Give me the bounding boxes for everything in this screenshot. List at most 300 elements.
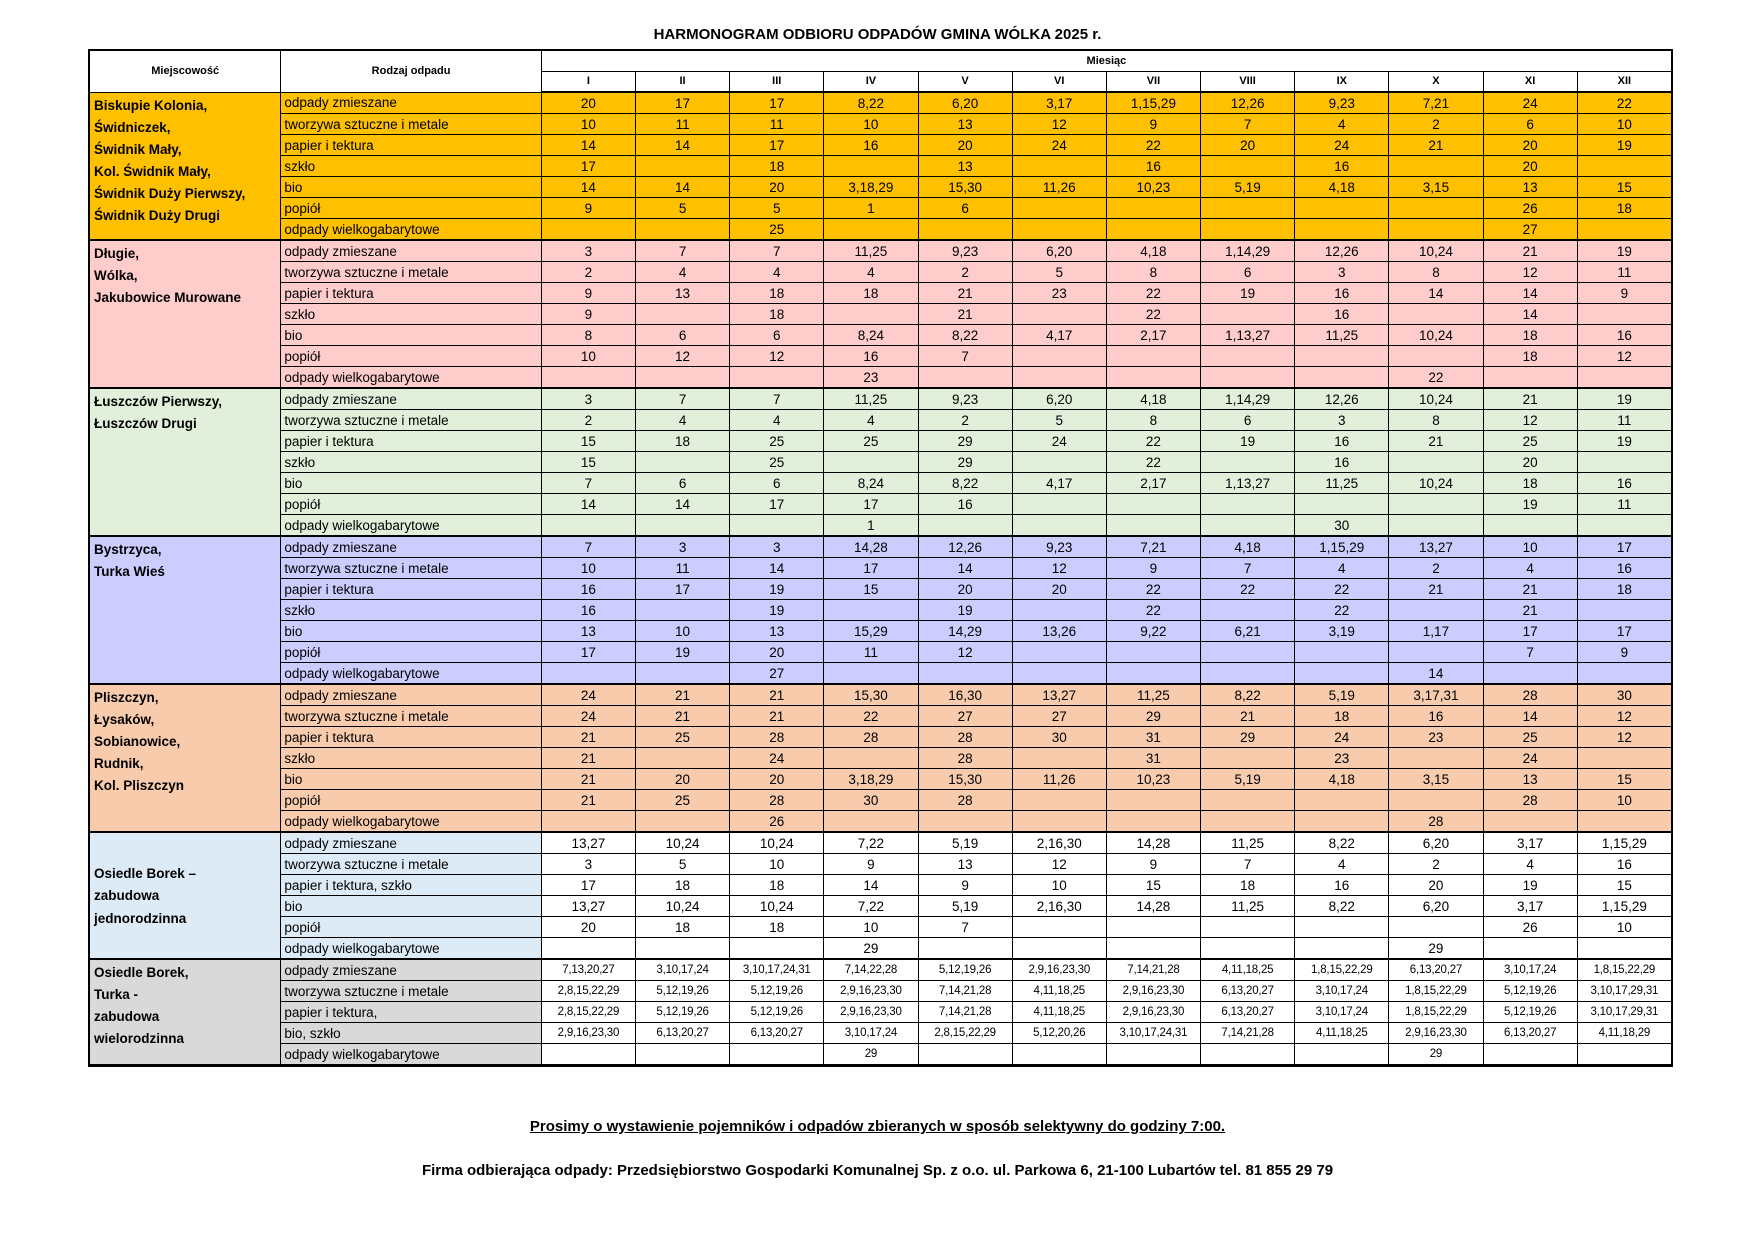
date-cell: 5,19 — [918, 832, 1012, 854]
date-cell: 16 — [1295, 283, 1389, 304]
date-cell: 2 — [1389, 114, 1483, 135]
date-cell: 18 — [824, 283, 918, 304]
date-cell: 2 — [541, 410, 635, 431]
table-row — [90, 642, 1672, 663]
table-row — [90, 875, 1672, 896]
date-cell: 21 — [1483, 240, 1577, 262]
date-cell: 21 — [541, 769, 635, 790]
date-cell: 20 — [918, 135, 1012, 156]
date-cell: 10 — [730, 854, 824, 875]
date-cell: 27 — [918, 706, 1012, 727]
date-cell: 19 — [918, 600, 1012, 621]
date-cell: 5,19 — [1295, 684, 1389, 706]
date-cell — [1201, 304, 1295, 325]
date-cell: 11 — [1577, 494, 1671, 515]
date-cell — [1389, 917, 1483, 938]
date-cell — [824, 219, 918, 241]
locality-name: Świdnik Mały, — [94, 141, 182, 157]
date-cell — [918, 367, 1012, 389]
date-cell — [824, 748, 918, 769]
date-cell: 18 — [730, 283, 824, 304]
locality-name: Kol. Świdnik Mały, — [94, 163, 211, 179]
date-cell: 20 — [918, 579, 1012, 600]
date-cell: 14,28 — [824, 536, 918, 558]
date-cell: 13,27 — [1389, 536, 1483, 558]
table-row — [90, 811, 1672, 833]
date-cell: 16 — [824, 135, 918, 156]
date-cell: 2,9,16,23,30 — [1106, 981, 1200, 1002]
date-cell: 8,24 — [824, 325, 918, 346]
date-cell: 12 — [730, 346, 824, 367]
date-cell: 1,14,29 — [1201, 388, 1295, 410]
table-row — [90, 600, 1672, 621]
date-cell: 6,20 — [1012, 388, 1106, 410]
waste-type-cell: popiół — [281, 494, 541, 515]
date-cell: 22 — [1295, 600, 1389, 621]
date-cell: 17 — [1577, 621, 1671, 642]
waste-type-cell: odpady zmieszane — [281, 684, 541, 706]
date-cell — [1012, 367, 1106, 389]
date-cell: 7 — [1201, 558, 1295, 579]
date-cell: 9 — [1577, 642, 1671, 663]
waste-type-cell: tworzywa sztuczne i metale — [281, 558, 541, 579]
date-cell: 5,12,19,26 — [635, 981, 729, 1002]
date-cell: 1,15,29 — [1295, 536, 1389, 558]
date-cell: 9,23 — [918, 388, 1012, 410]
date-cell: 13 — [730, 621, 824, 642]
date-cell: 7 — [918, 917, 1012, 938]
date-cell: 12 — [1483, 410, 1577, 431]
date-cell — [918, 515, 1012, 537]
date-cell — [1577, 219, 1671, 241]
month-I: I — [541, 72, 635, 93]
date-cell: 2 — [918, 262, 1012, 283]
date-cell: 4,11,18,25 — [1295, 1023, 1389, 1044]
date-cell — [918, 1044, 1012, 1066]
date-cell: 4 — [730, 410, 824, 431]
date-cell: 18 — [1483, 473, 1577, 494]
date-cell: 14 — [541, 177, 635, 198]
date-cell: 14 — [918, 558, 1012, 579]
table-row — [90, 114, 1672, 135]
locality-cell — [90, 240, 281, 388]
date-cell: 6,13,20,27 — [635, 1023, 729, 1044]
table-row — [90, 156, 1672, 177]
date-cell: 10 — [541, 114, 635, 135]
date-cell: 9 — [1106, 854, 1200, 875]
date-cell: 14 — [824, 875, 918, 896]
date-cell: 20 — [1012, 579, 1106, 600]
date-cell: 14 — [635, 135, 729, 156]
table-row — [90, 452, 1672, 473]
date-cell: 21 — [1389, 579, 1483, 600]
date-cell: 14 — [1483, 283, 1577, 304]
table-row — [90, 515, 1672, 537]
locality-name: Świdniczek, — [94, 119, 171, 135]
date-cell: 18 — [1483, 346, 1577, 367]
date-cell: 4,18 — [1106, 240, 1200, 262]
date-cell: 25 — [824, 431, 918, 452]
date-cell — [541, 515, 635, 537]
date-cell: 4,11,18,29 — [1577, 1023, 1671, 1044]
date-cell: 9 — [541, 198, 635, 219]
waste-type-cell: papier i tektura, szkło — [281, 875, 541, 896]
date-cell: 21 — [541, 748, 635, 769]
date-cell: 23 — [1295, 748, 1389, 769]
date-cell: 24 — [730, 748, 824, 769]
date-cell: 22 — [1106, 431, 1200, 452]
date-cell: 3 — [1295, 262, 1389, 283]
date-cell — [1577, 748, 1671, 769]
date-cell: 17 — [824, 494, 918, 515]
date-cell: 20 — [1483, 452, 1577, 473]
date-cell: 18 — [1577, 198, 1671, 219]
date-cell — [635, 304, 729, 325]
waste-type-cell: bio — [281, 325, 541, 346]
date-cell: 6 — [635, 325, 729, 346]
date-cell: 12 — [1577, 727, 1671, 748]
date-cell: 20 — [730, 769, 824, 790]
date-cell — [1012, 811, 1106, 833]
date-cell: 1,17 — [1389, 621, 1483, 642]
date-cell: 5 — [1012, 262, 1106, 283]
date-cell — [541, 219, 635, 241]
date-cell — [1483, 811, 1577, 833]
date-cell: 7 — [918, 346, 1012, 367]
date-cell: 6,13,20,27 — [1389, 959, 1483, 981]
date-cell — [1389, 304, 1483, 325]
date-cell: 19 — [1577, 135, 1671, 156]
date-cell: 13 — [1483, 769, 1577, 790]
date-cell — [1106, 515, 1200, 537]
date-cell — [1389, 600, 1483, 621]
date-cell — [824, 156, 918, 177]
date-cell: 7 — [1201, 854, 1295, 875]
table-row — [90, 769, 1672, 790]
date-cell: 18 — [730, 304, 824, 325]
date-cell — [1577, 452, 1671, 473]
table-row — [90, 388, 1672, 410]
month-V: V — [918, 72, 1012, 93]
waste-type-cell: odpady wielkogabarytowe — [281, 938, 541, 960]
date-cell — [1106, 346, 1200, 367]
locality-name: Turka - — [94, 987, 139, 1003]
date-cell: 11 — [635, 558, 729, 579]
table-row — [90, 262, 1672, 283]
date-cell: 18 — [635, 917, 729, 938]
waste-type-cell: popiół — [281, 790, 541, 811]
date-cell — [1201, 917, 1295, 938]
date-cell — [1106, 1044, 1200, 1066]
date-cell: 17 — [541, 875, 635, 896]
date-cell — [1106, 219, 1200, 241]
waste-type-cell: papier i tektura — [281, 727, 541, 748]
date-cell: 5,12,20,26 — [1012, 1023, 1106, 1044]
date-cell: 7,14,21,28 — [918, 981, 1012, 1002]
waste-type-cell: odpady wielkogabarytowe — [281, 219, 541, 241]
date-cell: 13 — [918, 156, 1012, 177]
date-cell — [824, 811, 918, 833]
locality-name: Łuszczów Pierwszy, — [94, 394, 223, 409]
date-cell: 8,22 — [918, 325, 1012, 346]
date-cell: 10 — [1012, 875, 1106, 896]
date-cell: 12 — [1577, 346, 1671, 367]
date-cell — [635, 600, 729, 621]
date-cell: 5,12,19,26 — [1483, 981, 1577, 1002]
date-cell: 30 — [1577, 684, 1671, 706]
date-cell: 15 — [1577, 769, 1671, 790]
table-row — [90, 367, 1672, 389]
date-cell — [1201, 938, 1295, 960]
date-cell: 21 — [1483, 579, 1577, 600]
date-cell — [1295, 346, 1389, 367]
date-cell: 7 — [635, 240, 729, 262]
waste-type-cell: odpady zmieszane — [281, 240, 541, 262]
locality-cell — [90, 92, 281, 240]
date-cell — [1577, 304, 1671, 325]
date-cell: 3,15 — [1389, 177, 1483, 198]
date-cell: 22 — [1106, 283, 1200, 304]
date-cell — [1201, 494, 1295, 515]
date-cell — [824, 304, 918, 325]
date-cell: 15 — [1577, 875, 1671, 896]
date-cell — [1106, 663, 1200, 685]
locality-name: Rudnik, — [94, 756, 144, 772]
date-cell: 3 — [541, 240, 635, 262]
waste-type-cell: odpady wielkogabarytowe — [281, 515, 541, 537]
date-cell — [1012, 748, 1106, 769]
date-cell: 8 — [1106, 410, 1200, 431]
date-cell: 10 — [1483, 536, 1577, 558]
date-cell — [1577, 938, 1671, 960]
waste-type-cell: odpady wielkogabarytowe — [281, 663, 541, 685]
date-cell — [1201, 452, 1295, 473]
date-cell: 19 — [730, 579, 824, 600]
date-cell: 19 — [1483, 875, 1577, 896]
date-cell: 18 — [1483, 325, 1577, 346]
date-cell: 4,11,18,25 — [1012, 1002, 1106, 1023]
date-cell — [1389, 346, 1483, 367]
date-cell — [635, 156, 729, 177]
date-cell: 16 — [1295, 875, 1389, 896]
date-cell: 22 — [1295, 579, 1389, 600]
date-cell: 13,27 — [1012, 684, 1106, 706]
table-row — [90, 684, 1672, 706]
date-cell — [1389, 515, 1483, 537]
date-cell: 1 — [824, 515, 918, 537]
table-row — [90, 92, 1672, 114]
date-cell: 17 — [730, 92, 824, 114]
table-row — [90, 473, 1672, 494]
locality-name: Pliszczyn, — [94, 690, 159, 705]
date-cell — [1201, 156, 1295, 177]
date-cell: 18 — [730, 917, 824, 938]
date-cell: 9,22 — [1106, 621, 1200, 642]
waste-type-header: Rodzaj odpadu — [281, 51, 541, 93]
locality-cell — [90, 388, 281, 536]
date-cell — [1012, 304, 1106, 325]
date-cell: 9 — [918, 875, 1012, 896]
date-cell: 9 — [1106, 114, 1200, 135]
date-cell: 10,24 — [1389, 325, 1483, 346]
date-cell — [541, 938, 635, 960]
date-cell: 6,13,20,27 — [1201, 981, 1295, 1002]
date-cell — [1483, 515, 1577, 537]
date-cell: 23 — [1389, 727, 1483, 748]
date-cell: 24 — [541, 684, 635, 706]
date-cell: 3 — [635, 536, 729, 558]
date-cell: 22 — [1106, 579, 1200, 600]
table-row — [90, 219, 1672, 241]
date-cell: 27 — [730, 663, 824, 685]
date-cell — [635, 811, 729, 833]
date-cell: 6,20 — [1389, 896, 1483, 917]
date-cell: 18 — [730, 156, 824, 177]
date-cell: 1,8,15,22,29 — [1389, 1002, 1483, 1023]
date-cell: 6 — [918, 198, 1012, 219]
date-cell: 28 — [1483, 790, 1577, 811]
date-cell: 3,10,17,24 — [824, 1023, 918, 1044]
date-cell — [1389, 642, 1483, 663]
date-cell: 8,22 — [918, 473, 1012, 494]
date-cell: 24 — [1295, 727, 1389, 748]
date-cell: 1,8,15,22,29 — [1577, 959, 1671, 981]
date-cell: 18 — [1201, 875, 1295, 896]
date-cell: 26 — [1483, 198, 1577, 219]
table-row — [90, 346, 1672, 367]
table-row — [90, 854, 1672, 875]
waste-type-cell: tworzywa sztuczne i metale — [281, 114, 541, 135]
date-cell: 17 — [541, 156, 635, 177]
date-cell: 23 — [824, 367, 918, 389]
schedule-table — [89, 50, 1672, 1066]
date-cell: 17 — [635, 92, 729, 114]
date-cell — [1483, 663, 1577, 685]
date-cell: 28 — [918, 727, 1012, 748]
date-cell: 5,19 — [1201, 769, 1295, 790]
date-cell: 20 — [1483, 156, 1577, 177]
date-cell: 12 — [1012, 114, 1106, 135]
date-cell: 19 — [1577, 240, 1671, 262]
date-cell: 10,24 — [1389, 388, 1483, 410]
date-cell — [1106, 198, 1200, 219]
table-row — [90, 325, 1672, 346]
date-cell: 29 — [918, 431, 1012, 452]
waste-type-cell: bio — [281, 896, 541, 917]
date-cell: 29 — [1389, 1044, 1483, 1066]
date-cell: 8 — [541, 325, 635, 346]
waste-type-cell: popiół — [281, 346, 541, 367]
date-cell: 12 — [1012, 854, 1106, 875]
date-cell — [1106, 811, 1200, 833]
date-cell: 7 — [1201, 114, 1295, 135]
date-cell — [1389, 198, 1483, 219]
date-cell: 14,29 — [918, 621, 1012, 642]
date-cell — [1012, 198, 1106, 219]
date-cell: 21 — [635, 684, 729, 706]
date-cell: 7,14,22,28 — [824, 959, 918, 981]
date-cell: 6 — [730, 325, 824, 346]
date-cell: 5,12,19,26 — [730, 981, 824, 1002]
date-cell — [1012, 663, 1106, 685]
date-cell: 5,12,19,26 — [918, 959, 1012, 981]
date-cell: 11 — [824, 642, 918, 663]
date-cell: 20 — [541, 92, 635, 114]
date-cell: 30 — [824, 790, 918, 811]
date-cell: 4,18 — [1106, 388, 1200, 410]
waste-type-cell: popiół — [281, 198, 541, 219]
date-cell: 15 — [541, 431, 635, 452]
date-cell — [1106, 494, 1200, 515]
schedule-body — [90, 92, 1672, 1065]
date-cell: 13,27 — [541, 896, 635, 917]
date-cell: 18 — [730, 875, 824, 896]
date-cell: 4 — [1483, 854, 1577, 875]
date-cell — [1577, 515, 1671, 537]
date-cell: 21 — [1389, 135, 1483, 156]
date-cell: 29 — [824, 938, 918, 960]
date-cell: 24 — [1012, 431, 1106, 452]
date-cell: 3,17 — [1483, 896, 1577, 917]
date-cell — [635, 515, 729, 537]
date-cell — [1295, 1044, 1389, 1066]
table-row — [90, 1002, 1672, 1023]
table-row — [90, 748, 1672, 769]
date-cell: 8,24 — [824, 473, 918, 494]
date-cell: 20 — [1483, 135, 1577, 156]
date-cell: 11 — [730, 114, 824, 135]
date-cell: 10 — [1577, 790, 1671, 811]
date-cell: 5 — [635, 198, 729, 219]
date-cell: 1,13,27 — [1201, 473, 1295, 494]
date-cell: 25 — [730, 431, 824, 452]
table-row — [90, 621, 1672, 642]
date-cell: 24 — [1295, 135, 1389, 156]
date-cell: 21 — [918, 283, 1012, 304]
date-cell — [1389, 452, 1483, 473]
date-cell: 27 — [1483, 219, 1577, 241]
date-cell: 9,23 — [1295, 92, 1389, 114]
locality-name: Jakubowice Murowane — [94, 290, 242, 306]
waste-type-cell: bio — [281, 177, 541, 198]
date-cell: 22 — [1389, 367, 1483, 389]
locality-name: Wólka, — [94, 268, 138, 284]
date-cell: 30 — [1012, 727, 1106, 748]
date-cell: 1 — [824, 198, 918, 219]
date-cell — [1106, 642, 1200, 663]
date-cell: 28 — [918, 748, 1012, 769]
date-cell — [635, 452, 729, 473]
waste-type-cell: bio — [281, 621, 541, 642]
date-cell: 16 — [541, 600, 635, 621]
date-cell: 3,10,17,24,31 — [1106, 1023, 1200, 1044]
date-cell — [1012, 790, 1106, 811]
date-cell: 4,11,18,25 — [1201, 959, 1295, 981]
date-cell: 6,13,20,27 — [730, 1023, 824, 1044]
waste-type-cell: tworzywa sztuczne i metale — [281, 854, 541, 875]
locality-name: Turka Wieś — [94, 564, 165, 580]
locality-name: zabudowa — [94, 1009, 160, 1025]
waste-type-cell: bio — [281, 769, 541, 790]
date-cell: 17 — [635, 579, 729, 600]
date-cell — [1106, 917, 1200, 938]
date-cell — [1577, 156, 1671, 177]
date-cell: 15 — [824, 579, 918, 600]
date-cell — [635, 219, 729, 241]
date-cell: 24 — [1483, 92, 1577, 114]
date-cell: 3,18,29 — [824, 177, 918, 198]
date-cell: 21 — [1483, 600, 1577, 621]
